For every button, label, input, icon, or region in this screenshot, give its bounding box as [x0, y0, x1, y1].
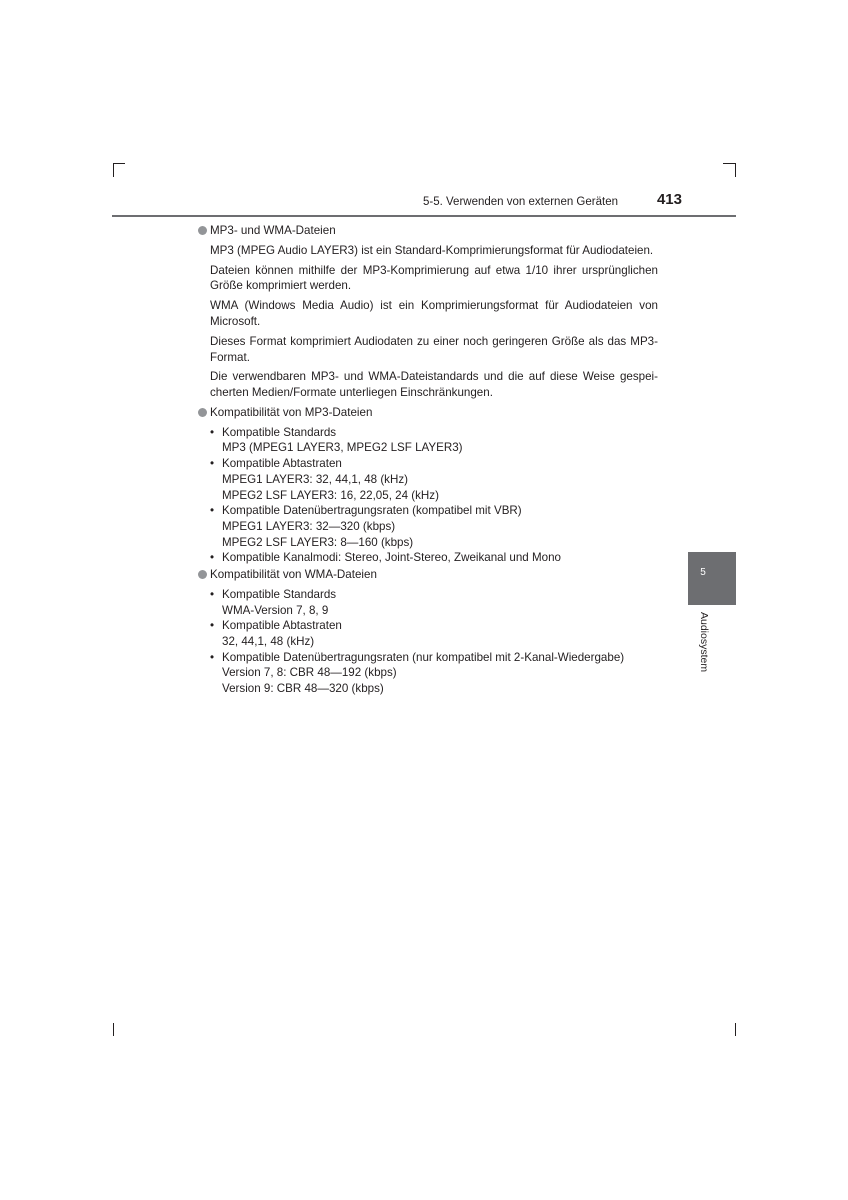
header-rule — [112, 215, 736, 217]
circle-bullet-icon — [198, 408, 207, 417]
heading-text: Kompatibilität von MP3-Dateien — [210, 405, 373, 419]
circle-bullet-icon — [198, 226, 207, 235]
crop-mark-top-left-vertical — [113, 163, 114, 177]
list-bullet: • — [210, 457, 215, 471]
mp3-compatibility-list — [210, 425, 658, 566]
crop-mark-top-right-vertical — [735, 163, 736, 177]
list-item-value: Version 7, 8: CBR 48—192 (kbps) — [222, 666, 397, 680]
list-item — [210, 425, 658, 456]
paragraph: Dateien können mithilfe der MP3-Komprimierung auf etwa 1/10 ihrer ursprünglichen Größe komprimiert werden. — [210, 263, 658, 293]
wma-compatibility-list — [210, 587, 658, 697]
crop-mark-top-right-horizontal — [723, 163, 735, 164]
list-bullet: • — [210, 619, 215, 633]
page-number: 413 — [656, 191, 682, 208]
list-item — [210, 650, 658, 697]
crop-mark-bottom-left — [113, 1023, 114, 1036]
chapter-title: Audiosystem — [698, 612, 710, 673]
circle-bullet-icon — [198, 570, 207, 579]
list-bullet: • — [210, 504, 215, 518]
list-item — [210, 618, 658, 649]
crop-mark-top-left-horizontal — [113, 163, 125, 164]
section-heading-mp3-compatibility — [198, 405, 658, 421]
list-item-label: Kompatible Standards — [222, 587, 337, 601]
list-item-label: Kompatible Abtastraten — [222, 457, 342, 471]
list-item-value: WMA-Version 7, 8, 9 — [222, 603, 329, 617]
list-item-value: MPEG2 LSF LAYER3: 8—160 (kbps) — [222, 535, 414, 549]
list-bullet: • — [210, 425, 215, 439]
list-item-label: Kompatible Abtastraten — [222, 619, 342, 633]
chapter-number: 5 — [700, 567, 706, 578]
paragraph: MP3 (MPEG Audio LAYER3) ist ein Standard-Komprimierungsformat für Audiodateien. — [210, 243, 654, 257]
heading-text: MP3- und WMA-Dateien — [210, 224, 336, 237]
chapter-tab — [688, 552, 736, 605]
heading-text: Kompatibilität von WMA-Dateien — [210, 568, 377, 582]
section-title: 5-5. Verwenden von externen Geräten — [423, 196, 618, 208]
list-item — [210, 456, 658, 503]
list-item-label: Kompatible Standards — [222, 425, 337, 439]
list-item-value: MP3 (MPEG1 LAYER3, MPEG2 LSF LAYER3) — [222, 441, 463, 455]
list-item — [210, 550, 658, 566]
list-item-label: Kompatible Datenübertragungsraten (kompatibel mit VBR) — [222, 504, 522, 518]
list-item-value: 32, 44,1, 48 (kHz) — [222, 635, 315, 648]
section-heading-wma-compatibility — [198, 567, 658, 583]
page-content — [198, 223, 658, 698]
list-item-label: Kompatible Datenübertragungsraten (nur kompatibel mit 2-Kanal-Wiedergabe) — [222, 650, 625, 664]
paragraph: Dieses Format komprimiert Audiodaten zu einer noch geringeren Größe als das MP3-Format. — [210, 334, 658, 364]
paragraph: Die verwendbaren MP3- und WMA-Dateistandards und die auf diese Weise gespeicherten Medien/Formate unterliegen Einschränkungen. — [210, 370, 658, 400]
list-item-label: Kompatible Kanalmodi: Stereo, Joint-Stereo, Zweikanal und Mono — [222, 551, 561, 565]
list-item-value: MPEG1 LAYER3: 32—320 (kbps) — [222, 519, 396, 533]
section-heading-mp3-wma — [198, 223, 658, 239]
list-item-value: MPEG2 LSF LAYER3: 16, 22,05, 24 (kHz) — [222, 488, 439, 502]
list-item — [210, 503, 658, 550]
list-item-value: Version 9: CBR 48—320 (kbps) — [222, 682, 384, 696]
list-item — [210, 587, 658, 618]
crop-mark-bottom-right — [735, 1023, 736, 1036]
list-bullet: • — [210, 650, 215, 664]
paragraph: WMA (Windows Media Audio) ist ein Komprimierungsformat für Audiodateien von Microsoft. — [210, 299, 658, 328]
list-item-value: MPEG1 LAYER3: 32, 44,1, 48 (kHz) — [222, 472, 409, 486]
list-bullet: • — [210, 551, 215, 565]
list-bullet: • — [210, 587, 215, 601]
